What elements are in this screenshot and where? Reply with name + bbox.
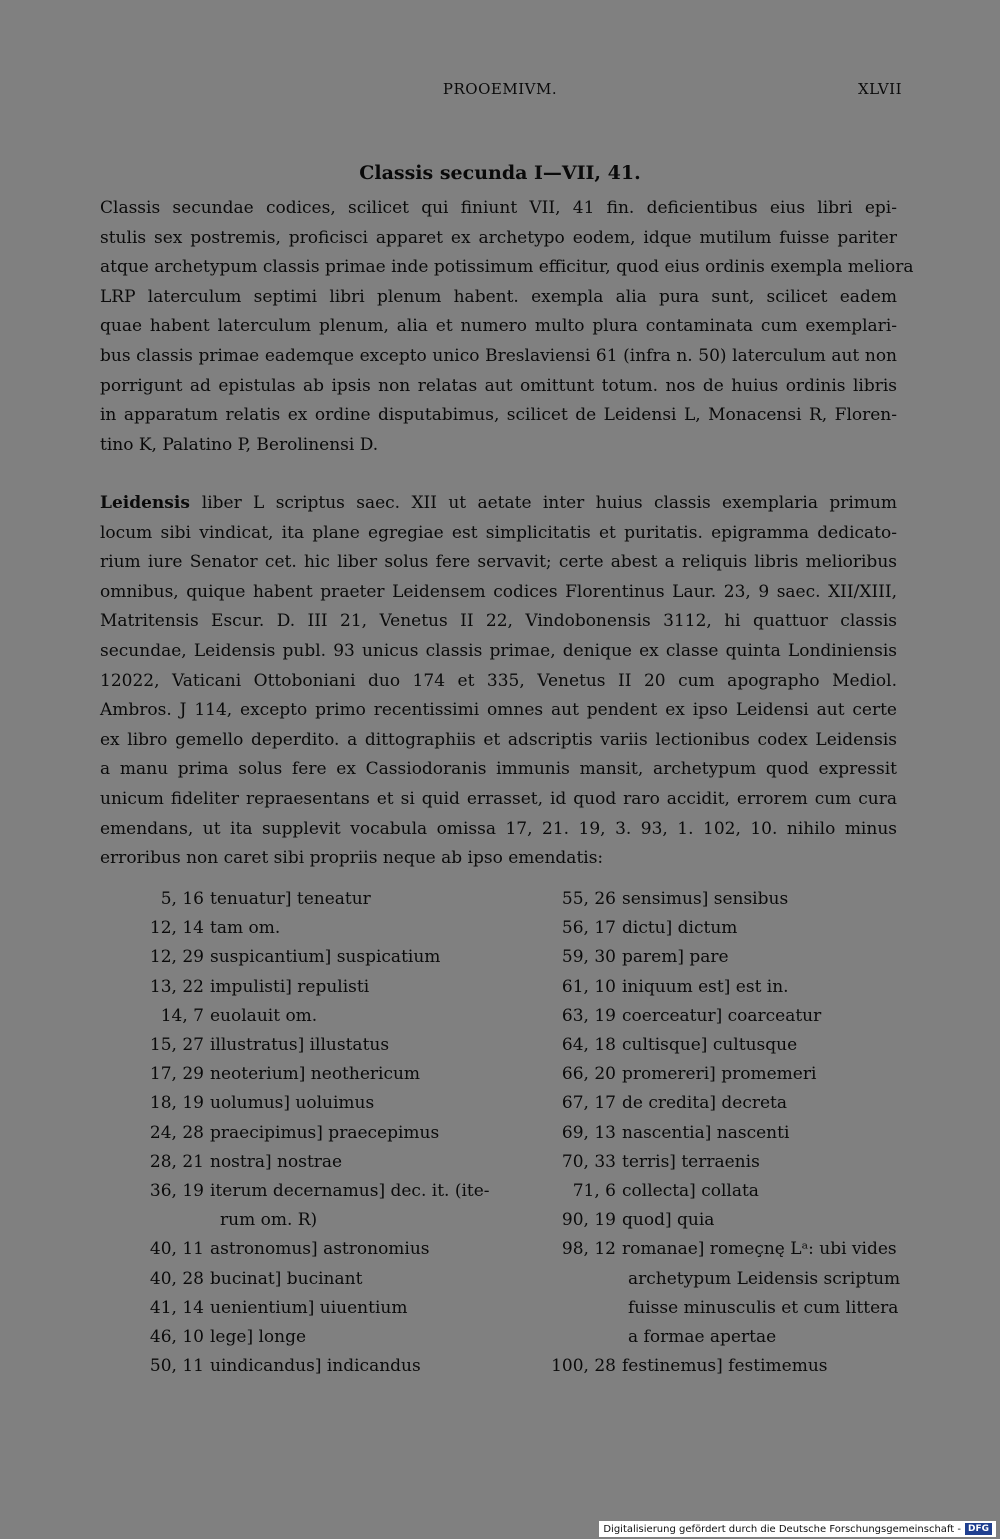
errata-entry <box>100 1177 530 1206</box>
errata-text: dictu] dictum <box>622 918 738 939</box>
footer-credit <box>599 1521 996 1537</box>
errata-text: promereri] promemeri <box>622 1064 817 1085</box>
text-line: secundae, Leidensis publ. 93 unicus classis primae, denique ex classe quinta Londiniensis <box>100 640 897 661</box>
errata-text: lege] longe <box>210 1327 307 1348</box>
errata-entry <box>540 914 940 943</box>
errata-entry <box>540 1206 940 1235</box>
errata-text: neoterium] neothericum <box>210 1064 421 1085</box>
errata-entry <box>100 914 530 943</box>
errata-right-column <box>540 885 940 1381</box>
errata-reference: 14, 7 <box>160 1005 204 1026</box>
errata-text: tenuatur] teneatur <box>210 889 371 909</box>
errata-reference: 46, 10 <box>149 1327 204 1348</box>
errata-text: uenientium] uiuentium <box>210 1297 408 1318</box>
text-line: 12022, Vaticani Ottoboniani duo 174 et 335, Venetus II 20 cum apographo Mediol. <box>100 670 897 691</box>
errata-text: de credita] decreta <box>622 1093 787 1114</box>
errata-entry <box>100 1002 530 1031</box>
errata-text: uolumus] uoluimus <box>210 1093 375 1114</box>
text-line: atque archetypum classis primae inde potissimum efficitur, quod eius ordinis exempla meliora <box>100 257 914 278</box>
errata-reference: 18, 19 <box>149 1093 204 1114</box>
text-line: tino K, Palatino P, Berolinensi D. <box>100 434 379 455</box>
errata-text: praecipimus] praecepimus <box>210 1122 440 1143</box>
text-line: in apparatum relatis ex ordine disputabimus, scilicet de Leidensi L, Monacensi R, Floren- <box>100 405 897 426</box>
errata-entry <box>100 1031 530 1060</box>
text-line: stulis sex postremis, proficisci apparet ex archetypo eodem, idque mutilum fuisse pariter <box>100 227 897 248</box>
errata-reference: 63, 19 <box>561 1005 616 1026</box>
text-line: quae habent laterculum plenum, alia et numero multo plura contaminata cum exemplari- <box>100 316 897 337</box>
errata-entry <box>540 1031 940 1060</box>
errata-text: rum om. R) <box>220 1210 318 1231</box>
errata-reference: 15, 27 <box>149 1035 204 1056</box>
errata-left-column <box>100 885 530 1381</box>
errata-reference: 40, 11 <box>149 1239 204 1260</box>
errata-entry <box>100 1235 530 1264</box>
errata-text: festinemus] festimemus <box>622 1356 828 1377</box>
errata-entry <box>100 1294 530 1323</box>
errata-entry <box>540 1089 940 1118</box>
errata-reference: 13, 22 <box>149 976 204 997</box>
errata-reference: 70, 33 <box>561 1151 616 1172</box>
errata-text: impulisti] repulisti <box>210 976 370 997</box>
errata-entry <box>540 1002 940 1031</box>
text-line: unicum fideliter repraesentans et si quid errasset, id quod raro accidit, errorem cum cura <box>100 788 897 809</box>
errata-reference: 69, 13 <box>561 1122 616 1143</box>
text-line: a manu prima solus fere ex Cassiodoranis immunis mansit, archetypum quod expressit <box>100 759 897 780</box>
errata-reference: 28, 21 <box>149 1151 204 1172</box>
errata-text: cultisque] cultusque <box>622 1035 798 1056</box>
errata-entry <box>540 1323 940 1352</box>
errata-entry <box>100 885 530 914</box>
section-title: Classis secunda I—VII, 41. <box>359 162 641 184</box>
errata-entry <box>100 943 530 972</box>
dfg-logo: DFG <box>965 1523 992 1535</box>
errata-entry <box>100 1265 530 1294</box>
errata-text: uindicandus] indicandus <box>210 1356 421 1377</box>
errata-reference: 12, 14 <box>149 918 204 939</box>
errata-text: quod] quia <box>622 1210 715 1231</box>
errata-text: romanae] romeçnę Lᵃ: ubi vides <box>622 1239 897 1260</box>
page-number: XLVII <box>857 80 902 98</box>
errata-reference: 36, 19 <box>149 1181 204 1202</box>
errata-text: nascentia] nascenti <box>622 1122 790 1143</box>
text-line: ex libro gemello deperdito. a dittographiis et adscriptis variis lectionibus codex Leidensis <box>100 729 897 750</box>
errata-reference: 61, 10 <box>561 976 616 997</box>
errata-entry <box>540 973 940 1002</box>
errata-text: archetypum Leidensis scriptum <box>628 1268 901 1289</box>
errata-reference: 98, 12 <box>561 1239 616 1260</box>
errata-text: parem] pare <box>622 947 729 968</box>
errata-reference: 17, 29 <box>149 1064 204 1085</box>
errata-entry <box>100 1119 530 1148</box>
errata-text: astronomus] astronomius <box>210 1239 430 1260</box>
errata-entry <box>540 1177 940 1206</box>
text-line: Leidensis liber L scriptus saec. XII ut aetate inter huius classis exemplaria primum <box>100 493 897 513</box>
running-title: PROOEMIVM. <box>442 80 558 98</box>
errata-entry <box>540 885 940 914</box>
errata-reference: 64, 18 <box>561 1035 616 1056</box>
errata-entry <box>100 1352 530 1381</box>
errata-entry <box>100 1323 530 1352</box>
errata-reference: 41, 14 <box>149 1297 204 1318</box>
errata-entry <box>100 1060 530 1089</box>
errata-reference: 55, 26 <box>561 889 616 909</box>
text-line: Classis secundae codices, scilicet qui finiunt VII, 41 fin. deficientibus eius libri epi- <box>100 198 897 218</box>
errata-entry <box>100 1148 530 1177</box>
errata-reference: 12, 29 <box>149 947 204 968</box>
errata-reference: 40, 28 <box>149 1268 204 1289</box>
paragraph-2 <box>100 489 897 874</box>
errata-text: suspicantium] suspicatium <box>210 947 441 968</box>
errata-entry <box>540 1265 940 1294</box>
text-line: porrigunt ad epistulas ab ipsis non relatas aut omittunt totum. nos de huius ordinis libris <box>100 375 897 396</box>
errata-text: bucinat] bucinant <box>210 1268 363 1289</box>
errata-text: euolauit om. <box>210 1005 318 1026</box>
errata-reference: 59, 30 <box>561 947 616 968</box>
text-line: locum sibi vindicat, ita plane egregiae est simplicitatis et puritatis. epigramma dedicato- <box>100 522 897 543</box>
errata-entry <box>540 943 940 972</box>
text-line: rium iure Senator cet. hic liber solus fere servavit; certe abest a reliquis libris melioribus <box>100 552 897 573</box>
errata-reference: 50, 11 <box>149 1356 204 1377</box>
errata-entry <box>100 1089 530 1118</box>
errata-text: tam om. <box>210 918 281 939</box>
errata-reference: 24, 28 <box>149 1122 204 1143</box>
errata-entry <box>540 1148 940 1177</box>
errata-text: sensimus] sensibus <box>622 889 789 909</box>
errata-text: iniquum est] est in. <box>622 976 789 997</box>
text-line: Ambros. J 114, excepto primo recentissimi omnes aut pendent ex ipso Leidensi aut certe <box>100 700 897 721</box>
errata-text: coerceatur] coarceatur <box>622 1005 822 1026</box>
errata-reference: 5, 16 <box>160 889 204 909</box>
errata-reference: 71, 6 <box>572 1181 616 1202</box>
paragraph-lead-word: Leidensis <box>100 493 202 513</box>
footer-text: Digitalisierung gefördert durch die Deutsche Forschungsgemeinschaft - <box>603 1523 961 1535</box>
errata-entry <box>540 1060 940 1089</box>
text-line: Matritensis Escur. D. III 21, Venetus II 22, Vindobonensis 3112, hi quattuor classis <box>100 611 897 632</box>
errata-entry <box>540 1352 940 1381</box>
text-line: LRP laterculum septimi libri plenum habent. exempla alia pura sunt, scilicet eadem <box>100 286 897 307</box>
errata-text: terris] terraenis <box>622 1151 760 1172</box>
errata-entry <box>100 1206 530 1235</box>
text-line: erroribus non caret sibi propriis neque ab ipso emendatis: <box>100 848 604 869</box>
errata-entry <box>540 1119 940 1148</box>
errata-reference: 56, 17 <box>561 918 616 939</box>
errata-text: fuisse minusculis et cum littera <box>628 1297 899 1318</box>
errata-text: a formae apertae <box>628 1327 777 1348</box>
errata-entry <box>540 1294 940 1323</box>
errata-entry <box>100 973 530 1002</box>
errata-reference: 67, 17 <box>561 1093 616 1114</box>
text-line: bus classis primae eademque excepto unico Breslaviensi 61 (infra n. 50) laterculum aut non <box>100 345 897 366</box>
errata-reference: 90, 19 <box>561 1210 616 1231</box>
errata-entry <box>540 1235 940 1264</box>
text-line: emendans, ut ita supplevit vocabula omissa 17, 21. 19, 3. 93, 1. 102, 10. nihilo minus <box>100 818 897 839</box>
errata-text: illustratus] illustatus <box>210 1035 390 1056</box>
errata-text: nostra] nostrae <box>210 1151 343 1172</box>
errata-text: iterum decernamus] dec. it. (ite- <box>210 1181 490 1202</box>
errata-reference: 100, 28 <box>551 1356 616 1377</box>
errata-text: collecta] collata <box>622 1181 759 1202</box>
paragraph-1 <box>100 194 914 460</box>
errata-reference: 66, 20 <box>561 1064 616 1085</box>
text-line: omnibus, quique habent praeter Leidensem codices Florentinus Laur. 23, 9 saec. XII/XIII, <box>100 581 897 602</box>
